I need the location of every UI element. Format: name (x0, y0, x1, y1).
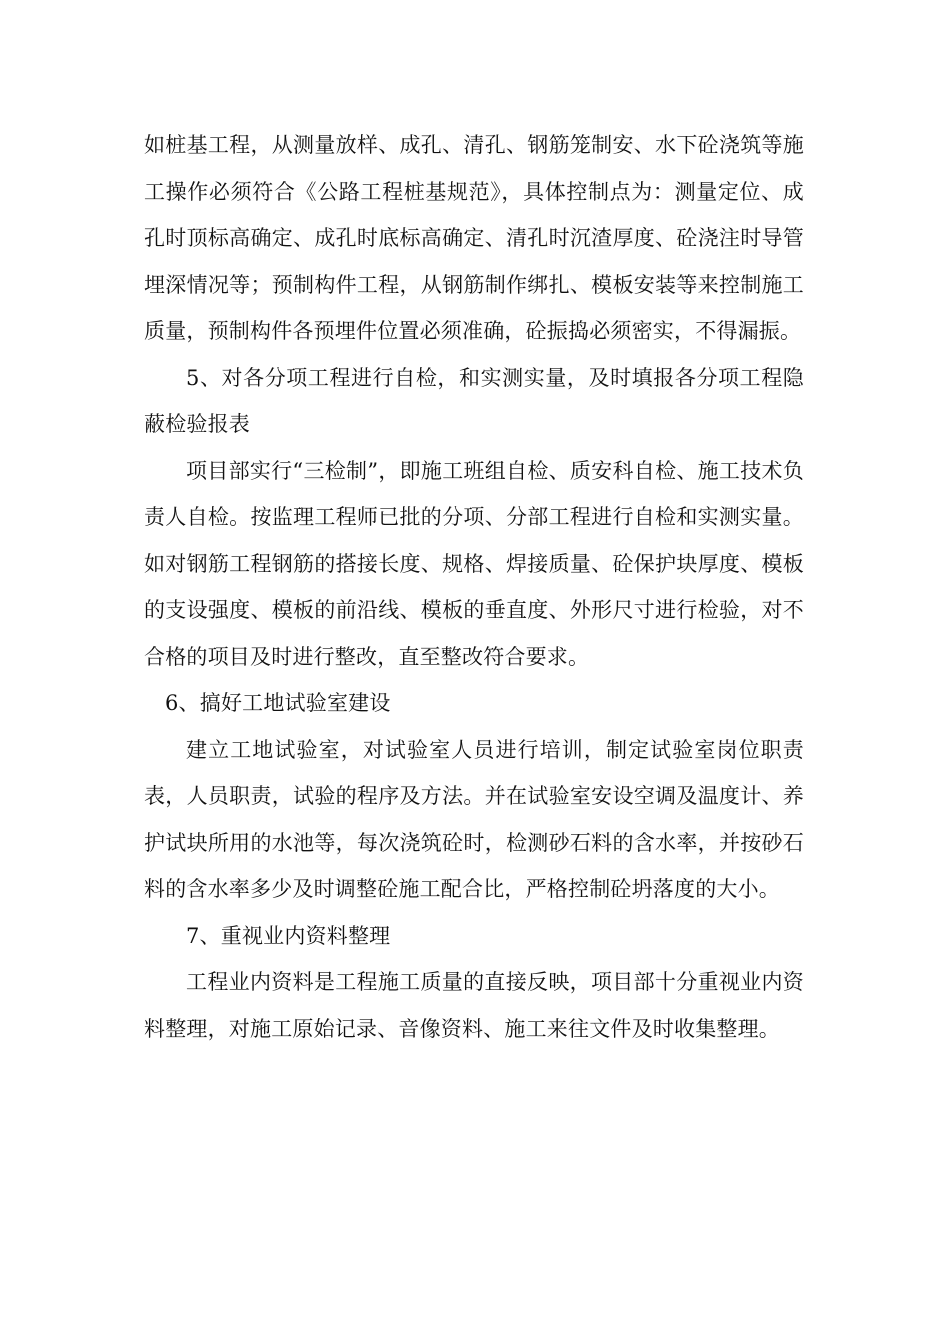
paragraph-pile-foundation: 如桩基工程，从测量放样、成孔、清孔、钢筋笼制安、水下砼浇筑等施工操作必须符合《公路工程桩基规范》，具体控制点为：测量定位、成孔时顶标高确定、成孔时底标高确定、清孔时沉渣厚度、砼浇注时导管埋深情况等；预制构件工程，从钢筋制作绑扎、模板安装等来控制施工质量，预制构件各预埋件位置必须准确，砼振捣必须密实，不得漏振。 (144, 133, 804, 343)
paragraph-three-inspection: 项目部实行“三检制”，即施工班组自检、质安科自检、施工技术负责人自检。按监理工程师已批的分项、分部工程进行自检和实测实量。如对钢筋工程钢筋的搭接长度、规格、焊接质量、砼保护块厚度、模板的支设强度、模板的前沿线、模板的垂直度、外形尺寸进行检验，对不合格的项目及时进行整改，直至整改符合要求。 (144, 458, 804, 669)
heading-item-6: 6、搞好工地试验室建设 (165, 691, 391, 715)
heading-item-7: 7、重视业内资料整理 (186, 923, 391, 948)
heading-item-5: 5、对各分项工程进行自检，和实测实量，及时填报各分项工程隐蔽检验报表 (144, 365, 804, 436)
document-body (144, 122, 804, 1052)
paragraph-internal-documents: 工程业内资料是工程施工质量的直接反映，项目部十分重视业内资料整理，对施工原始记录、音像资料、施工来往文件及时收集整理。 (144, 970, 804, 1041)
paragraph-site-laboratory: 建立工地试验室，对试验室人员进行培训，制定试验室岗位职责表，人员职责，试验的程序及方法。并在试验室安设空调及温度计、养护试块所用的水池等，每次浇筑砼时，检测砂石料的含水率，并按砂石料的含水率多少及时调整砼施工配合比，严格控制砼坍落度的大小。 (144, 737, 804, 901)
